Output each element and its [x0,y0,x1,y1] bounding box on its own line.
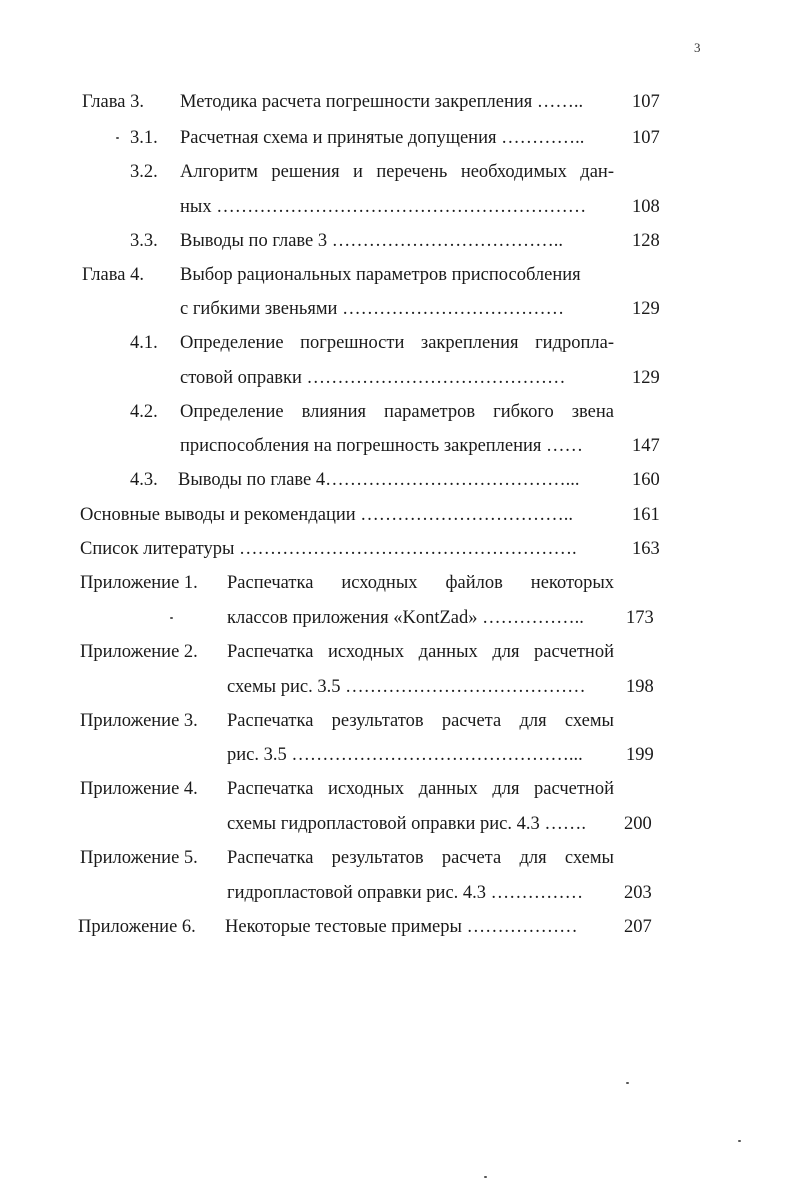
page-number: 3 [694,40,701,55]
scan-speck [170,617,173,619]
toc-text: Распечатка результатов расчета для схемы [227,711,614,731]
toc-page: 108 [632,197,660,217]
toc-text: схемы гидропластовой оправки рис. 4.3 ……. [227,814,587,834]
toc-label: Приложение 1. [80,573,198,593]
toc-page: 200 [624,814,652,834]
toc-label: 4.3. [130,470,158,490]
toc-label: Приложение 6. [78,917,196,937]
toc-page: 163 [632,539,660,559]
toc-page: 161 [632,505,660,525]
scan-speck [484,1176,487,1178]
toc-label: 3.1. [130,128,158,148]
toc-text: Расчетная схема и принятые допущения ………….. [180,128,585,148]
toc-page: 203 [624,883,652,903]
scan-speck [626,1082,629,1084]
scan-speck [738,1140,741,1142]
toc-text: стовой оправки …………………………………… [180,368,566,388]
toc-label: Приложение 2. [80,642,198,662]
toc-page: 128 [632,231,660,251]
toc-label: 4.2. [130,402,158,422]
toc-page: 199 [626,745,654,765]
toc-text: Выводы по главе 3 ……………………………….. [180,231,564,251]
toc-page: 207 [624,917,652,937]
toc-text: Распечатка исходных файлов некоторых [227,573,614,593]
toc-text: Выводы по главе 4…………………………………... [178,470,580,490]
toc-text: приспособления на погрешность закрепления …… [180,436,584,456]
scan-speck [116,137,119,139]
toc-label: 4.1. [130,333,158,353]
toc-page: 129 [632,299,660,319]
toc-text: Определение влияния параметров гибкого звена [180,402,614,422]
toc-text: с гибкими звеньями ……………………………… [180,299,565,319]
toc-page: 107 [632,128,660,148]
toc-label: 3.3. [130,231,158,251]
toc-text: Выбор рациональных параметров приспособления [180,265,581,285]
toc-page: 198 [626,677,654,697]
toc-text: классов приложения «KontZad» …………….. [227,608,584,628]
toc-text: гидропластовой оправки рис. 4.3 …………… [227,883,584,903]
toc-text: Распечатка результатов расчета для схемы [227,848,614,868]
toc-text: схемы рис. 3.5 ………………………………… [227,677,586,697]
toc-text: Распечатка исходных данных для расчетной [227,779,614,799]
toc-text: Список литературы ………………………………………………. [80,539,577,559]
toc-text: Некоторые тестовые примеры ……………… [225,917,578,937]
toc-page: 147 [632,436,660,456]
toc-text: рис. 3.5 ………………………………………... [227,745,583,765]
toc-label: Глава 4. [82,265,144,285]
toc-label: 3.2. [130,162,158,182]
toc-text: Определение погрешности закрепления гидропла- [180,333,614,353]
toc-label: Приложение 5. [80,848,198,868]
toc-text: Распечатка исходных данных для расчетной [227,642,614,662]
toc-text: ных …………………………………………………… [180,197,587,217]
toc-page: 160 [632,470,660,490]
toc-page: 107 [632,92,660,112]
toc-label: Глава 3. [82,92,144,112]
toc-page: 129 [632,368,660,388]
toc-label: Приложение 3. [80,711,198,731]
toc-text: Основные выводы и рекомендации …………………………….. [80,505,574,525]
toc-text: Методика расчета погрешности закрепления …….. [180,92,584,112]
toc-page: 173 [626,608,654,628]
toc-label: Приложение 4. [80,779,198,799]
toc-text: Алгоритм решения и перечень необходимых дан- [180,162,614,182]
